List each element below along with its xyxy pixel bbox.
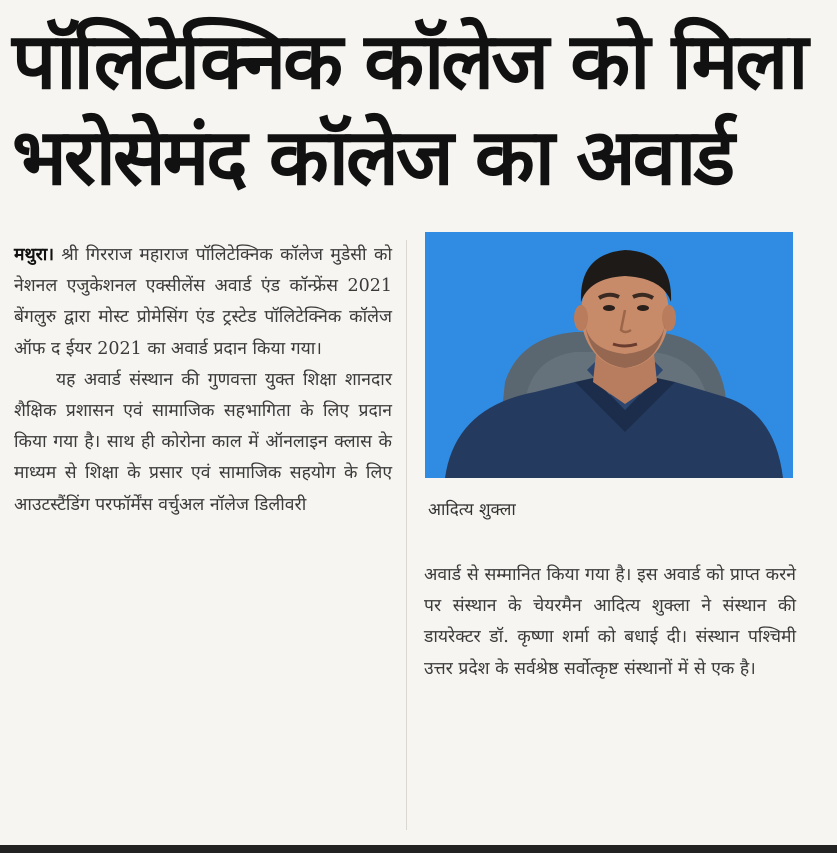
dateline: मथुरा।	[14, 245, 54, 265]
headline: पॉलिटेक्निक कॉलेज को मिला भरोसेमंद कॉलेज का अवार्ड	[12, 17, 806, 203]
article-paragraph-1	[14, 240, 392, 365]
article-paragraph-3: अवार्ड से सम्मानित किया गया है। इस अवार्ड को प्राप्त करने पर संस्थान के चेयरमैन आदित्य शुक्ला ने संस्थान की डायरेक्टर डॉ. कृष्णा शर्मा को बधाई दी। संस्थान पश्चिमी उत्तर प्रदेश के सर्वश्रेष्ठ सर्वोत्कृष्ट संस्थानों में से एक है।	[424, 565, 796, 679]
photo-caption: आदित्य शुक्ला	[428, 500, 516, 520]
article-paragraph-2: यह अवार्ड संस्थान की गुणवत्ता युक्त शिक्षा शानदार शैक्षिक प्रशासन एवं सामाजिक सहभागिता के लिए प्रदान किया गया है। साथ ही कोरोना काल में ऑनलाइन क्लास के माध्यम से शिक्षा के प्रसार एवं सामाजिक सहयोग के लिए आउटस्टैंडिंग परफॉर्मेंस वर्चुअल नॉलेज डिलीवरी	[14, 369, 392, 515]
paragraph-1-text: श्री गिरराज महाराज पॉलिटेक्निक कॉलेज मुडेसी को नेशनल एजुकेशनल एक्सीलेंस अवार्ड एंड कॉन्फ्रेंस 2021 बेंगलुरु द्वारा मोस्ट प्रोमेसिंग एंड ट्रस्टेड पॉलिटेक्निक कॉलेज ऑफ द ईयर 2021 का अवार्ड प्रदान किया गया।	[14, 245, 392, 359]
article-column-left	[14, 240, 392, 521]
portrait-photo	[425, 232, 793, 478]
column-divider	[406, 240, 407, 830]
bottom-border	[0, 845, 837, 853]
article-column-right	[424, 560, 796, 685]
portrait-illustration	[425, 232, 793, 478]
